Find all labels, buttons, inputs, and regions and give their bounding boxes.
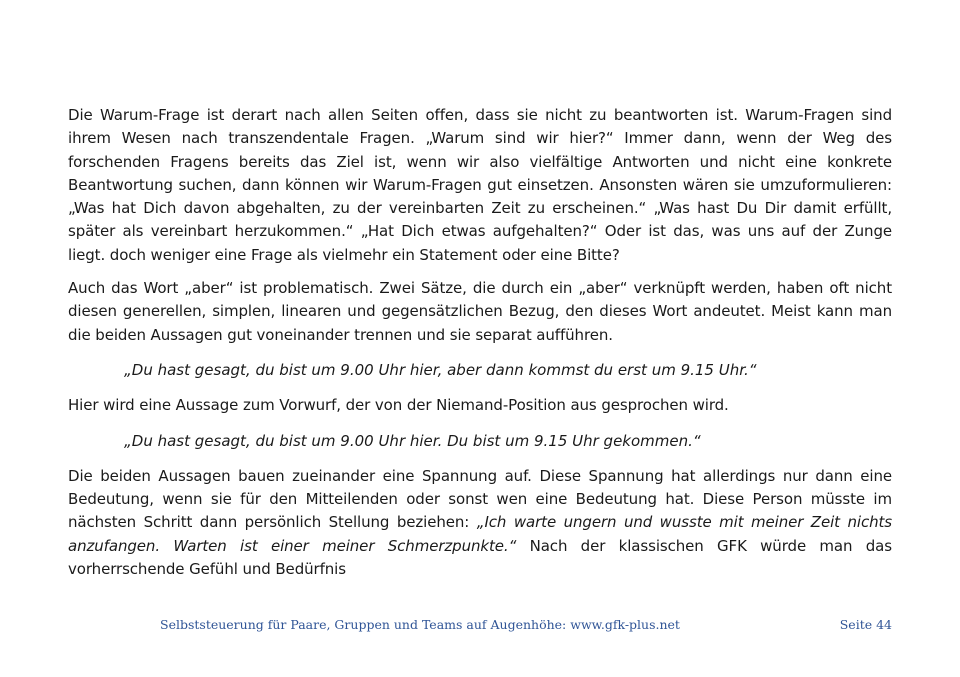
paragraph-spannung-start: Die beiden Aussagen bauen zueinander eine Spannung auf. Diese Spannung hat allerdings nur dann eine Bedeutung, wenn sie für den Mitteilenden oder sonst wen eine Bedeutung hat. Diese Person müsste im nächsten Schritt dann persönlich Stellung beziehen: (68, 466, 892, 532)
quote-example-separat: „Du hast gesagt, du bist um 9.00 Uhr hier. Du bist um 9.15 Uhr gekommen.“ (124, 431, 701, 450)
footer-title: Selbststeuerung für Paare, Gruppen und Teams auf Augenhöhe: www.gfk-plus.net (160, 617, 680, 632)
paragraph-spannung-quote: „Ich warte ungern und wusste mit meiner Zeit nichts anzufangen. Warten ist einer meiner Schmerzpunkte.“ (68, 513, 892, 555)
paragraph-spannung-end: Nach der klassischen GFK würde man das vorherrschende Gefühl und Bedürfnis (68, 536, 892, 579)
paragraph-vorwurf: Hier wird eine Aussage zum Vorwurf, der von der Niemand-Position aus gesprochen wird. (68, 396, 729, 415)
page-number: Seite 44 (839, 617, 892, 632)
body-text (68, 104, 892, 581)
paragraph-aber: Auch das Wort „aber“ ist problematisch. Zwei Sätze, die durch ein „aber“ verknüpft werden, haben oft nicht diesen generellen, simplen, linearen und gegensätzlichen Bezug, den dieses Wort andeutet. Meist kann man die beiden Aussagen gut voneinander trennen und sie separat aufführen. (68, 279, 892, 344)
paragraph-warum-frage: Die Warum-Frage ist derart nach allen Seiten offen, dass sie nicht zu beantworten ist. Warum-Fragen sind ihrem Wesen nach transzendentale Fragen. „Warum sind wir hier?“ Immer dann, wenn der Weg des forschenden Fragens bereits das Ziel ist, wenn wir also vielfältige Antworten und nicht eine konkrete Beantwortung suchen, dann können wir Warum-Fragen gut einsetzen. Ansonsten wären sie umzuformulieren: „Was hat Dich davon abgehalten, zu der vereinbarten Zeit zu erscheinen.“ „Was hast Du Dir damit erfüllt, später als vereinbart herzukommen.“ „Hat Dich etwas aufgehalten?“ Oder ist das, was uns auf der Zunge liegt. doch weniger eine Frage als vielmehr ein Statement oder eine Bitte? (68, 106, 892, 264)
paragraph-spannung (68, 465, 892, 581)
quote-example-aber: „Du hast gesagt, du bist um 9.00 Uhr hier, aber dann kommst du erst um 9.15 Uhr.“ (124, 360, 757, 379)
